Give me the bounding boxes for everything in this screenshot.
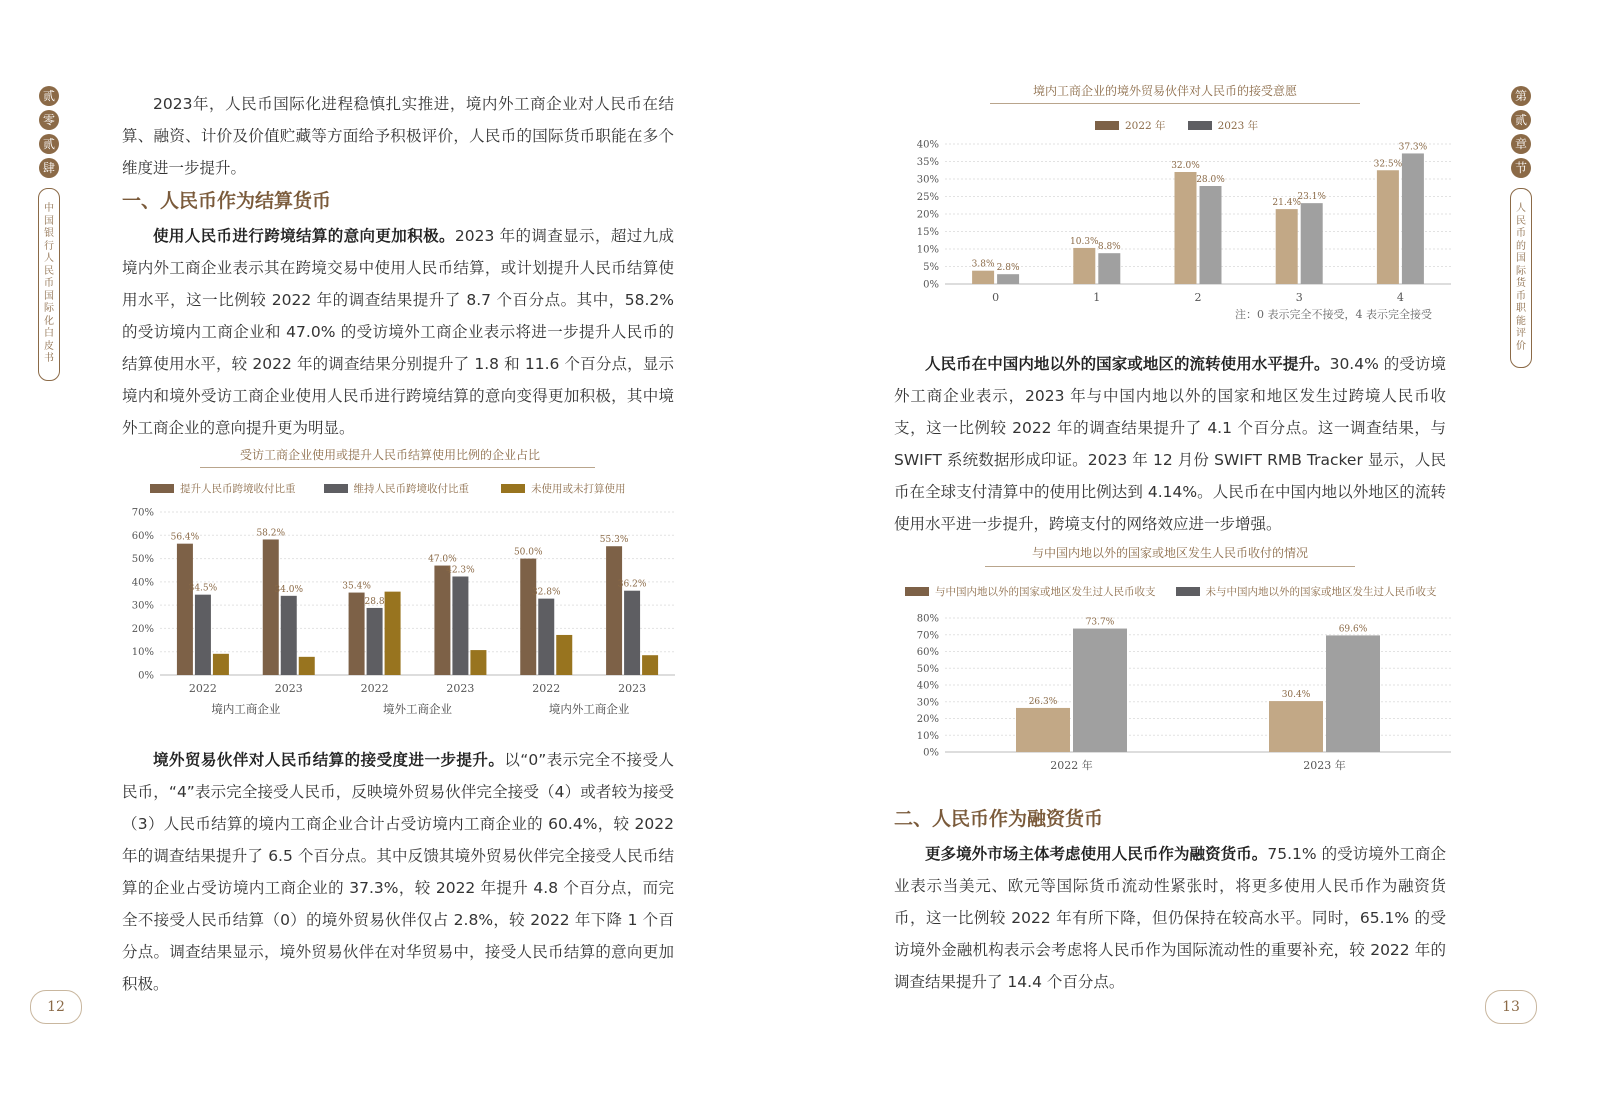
side-label-char: 能 [1516, 315, 1526, 327]
data-label: 73.7% [1085, 617, 1115, 628]
bar-chart1-s0-c5 [606, 546, 622, 675]
bar-chart1-s2-c4 [556, 635, 572, 675]
legend-item [1095, 118, 1166, 133]
left-side-tab [38, 86, 60, 381]
paragraph-body: 以“0”表示完全不接受人民币，“4”表示完全接受人民币，反映境外贸易伙伴完全接受（4）或者较为接受（3）人民币结算的境内工商企业合计占受访境内工商企业的 60.4%，较 2022 年的调查结果提升了 6.5 个百分点。其中反馈其境外贸易伙伴完全接受人民币结算的企业占受访境内工商企业的 37.3%，较 2022 年提升 4.8 个百分点，而完全不接受人民币结算（0）的境外贸易伙伴仅占 2.8%，较 2022 年下降 1 个百分点。调查结果显示，境外贸易伙伴在对华贸易中，接受人民币结算的意向更加积极。 [122, 751, 674, 993]
side-seal: 第 [1511, 86, 1531, 106]
paragraph-circulation [894, 348, 1446, 540]
data-label: 32.5% [1373, 159, 1403, 170]
bar-chart3-s0-c1 [1269, 701, 1323, 752]
side-label-char: 银 [44, 228, 54, 239]
legend-item [501, 481, 626, 496]
side-label-char: 人 [44, 253, 54, 264]
chart2-title-rule [990, 103, 1360, 104]
legend-swatch-maintain [324, 484, 348, 493]
side-scroll-label [38, 188, 60, 381]
y-tick-label: 10% [916, 244, 939, 256]
legend-swatch-had [905, 587, 929, 596]
bar-chart1-s1-c5 [624, 591, 640, 675]
side-label-char: 中 [44, 203, 54, 214]
side-label-char: 际 [44, 303, 54, 314]
legend-swatch-2023 [1188, 121, 1212, 130]
y-tick-label: 70% [916, 630, 939, 642]
y-tick-label: 20% [916, 714, 939, 725]
paragraph-lead: 使用人民币进行跨境结算的意向更加积极。 [153, 227, 455, 245]
data-label: 35.4% [342, 581, 371, 592]
x-tick-label: 2 [1194, 291, 1202, 304]
side-label-char: 币 [44, 278, 54, 289]
y-tick-label: 70% [131, 507, 154, 519]
side-label-char: 货 [1516, 278, 1526, 289]
section-title-settlement: 一、人民币作为结算货币 [122, 190, 332, 212]
legend-item [905, 584, 1156, 599]
side-seal: 零 [39, 110, 59, 130]
data-label: 23.1% [1297, 192, 1326, 203]
data-label: 47.0% [428, 554, 457, 565]
side-label-char: 国 [44, 215, 54, 227]
legend-label: 提升人民币跨境收付比重 [180, 483, 296, 495]
paragraph-body: 75.1% 的受访境外工商企业表示当美元、欧元等国际货币流动性紧张时，将更多使用人民币作为融资货币，这一比例较 2022 年有所下降，但仍保持在较高水平。同时，65.1% 的受访境外金融机构表示会考虑将人民币作为国际流动性的重要补充，较 2022 年的调查结果提升了 14.4 个百分点。 [894, 845, 1446, 991]
y-tick-label: 30% [131, 600, 154, 612]
right-page [805, 0, 1610, 1100]
chart1-xaxis [189, 682, 646, 716]
chart3-plot [895, 608, 1455, 776]
y-tick-label: 50% [131, 554, 154, 566]
bar-chart1-s0-c4 [520, 559, 536, 675]
data-label: 32.0% [1171, 161, 1200, 171]
right-side-tab [1510, 86, 1532, 368]
side-label-char: 币 [1516, 290, 1526, 302]
bar-chart2-s1-c1 [1098, 253, 1120, 284]
data-label: 37.3% [1398, 142, 1428, 153]
chart2-note: 注：0 表示完全不接受，4 表示完全接受 [1235, 308, 1432, 321]
y-tick-label: 0% [138, 670, 154, 682]
y-tick-label: 50% [916, 663, 939, 675]
side-label-char: 皮 [44, 340, 54, 352]
y-tick-label: 0% [923, 279, 939, 291]
y-tick-label: 10% [916, 730, 939, 742]
legend-label: 2022 年 [1125, 120, 1166, 132]
data-label: 10.3% [1070, 236, 1099, 247]
y-tick-label: 25% [916, 192, 939, 203]
chart2-bars [972, 153, 1424, 284]
chart1-bars [177, 539, 658, 675]
paragraph-body: 2023 年的调查显示，超过九成境内外工商企业表示其在跨境交易中使用人民币结算，或计划提升人民币结算使用水平，这一比例较 2022 年的调查结果提升了 8.7 个百分点。其中，58.2% 的受访境内工商企业和 47.0% 的受访境外工商企业表示将进一步提升人民币的结算使用水平，较 2022 年的调查结果分别提升了 1.8 和 11.6 个百分点，显示境内和境外受访工商企业使用人民币进行跨境结算的意向变得更加积极，其中境外工商企业的意向提升更为明显。 [122, 227, 674, 437]
y-tick-label: 40% [131, 577, 154, 589]
chart3-title-rule [985, 566, 1355, 567]
data-label: 58.2% [256, 528, 286, 539]
data-label: 34.5% [188, 583, 218, 594]
side-label-char: 民 [1516, 215, 1526, 227]
chart1-grid [160, 512, 675, 675]
chart3-legend [905, 584, 1437, 599]
data-label: 28.0% [1196, 175, 1225, 185]
data-label: 21.4% [1272, 198, 1301, 209]
side-label-char: 民 [44, 265, 54, 277]
bar-chart1-s1-c1 [281, 596, 297, 675]
data-label: 8.8% [1097, 242, 1121, 253]
side-seal: 贰 [1511, 110, 1531, 130]
legend-item [150, 481, 296, 496]
data-label: 32.8% [531, 587, 561, 598]
side-label-char: 白 [44, 328, 54, 339]
x-tick-label: 2022 年 [1050, 759, 1093, 772]
y-tick-label: 80% [916, 613, 939, 625]
x-tick-label: 2023 [618, 682, 647, 695]
side-seal: 贰 [39, 86, 59, 106]
y-tick-label: 0% [923, 747, 939, 759]
data-label: 3.8% [971, 259, 995, 270]
legend-label: 维持人民币跨境收付比重 [353, 483, 469, 495]
paragraph-body: 30.4% 的受访境外工商企业表示，2023 年与中国内地以外的国家和地区发生过跨境人民币收支，这一比例较 2022 年的调查结果提升了 4.1 个百分点。这一调查结果，与 SWIFT 系统数据形成印证。2023 年 12 月份 SWIFT RMB Tracker 显示，人民币在全球支付清算中的使用比例达到 4.14%。人民币在中国内地以外地区的流转使用水平进一步提升，跨境支付的网络效应进一步增强。 [894, 355, 1446, 533]
x-tick-label: 2023 年 [1303, 759, 1346, 772]
bar-chart2-s1-c2 [1200, 186, 1222, 284]
paragraph-financing [894, 838, 1446, 998]
legend-item [324, 481, 470, 496]
paragraph-settlement-intent [122, 220, 674, 444]
chart1-title: 受访工商企业使用或提升人民币结算使用比例的企业占比 [239, 448, 540, 462]
x-tick-label: 4 [1396, 291, 1404, 304]
data-label: 42.3% [446, 565, 475, 576]
intro-text: 2023年，人民币国际化进程稳慎扎实推进，境内外工商企业对人民币在结算、融资、计价及价值贮藏等方面给予积极评价，人民币的国际货币职能在多个维度进一步提升。 [122, 95, 674, 177]
data-label: 56.4% [170, 532, 200, 543]
chart2-title: 境内工商企业的境外贸易伙伴对人民币的接受意愿 [1032, 84, 1297, 98]
legend-swatch-increase [150, 484, 174, 493]
legend-label: 未使用或未打算使用 [531, 483, 626, 495]
page-number-right: 13 [1485, 990, 1537, 1024]
bar-chart2-s1-c3 [1301, 203, 1323, 284]
side-seal: 章 [1511, 134, 1531, 154]
chart3-xaxis [1050, 758, 1346, 772]
legend-swatch-2022 [1095, 121, 1119, 130]
x-tick-label: 2022 [360, 682, 389, 695]
legend-label: 未与中国内地以外的国家或地区发生过人民币收支 [1205, 586, 1437, 598]
page-number-left: 12 [30, 990, 82, 1024]
section-title-financing: 二、人民币作为融资货币 [894, 808, 1104, 830]
x-group-label: 境内工商企业 [211, 702, 281, 716]
x-tick-label: 2022 [532, 682, 561, 695]
y-tick-label: 15% [916, 227, 939, 238]
paragraph-partner-acceptance [122, 744, 674, 1000]
bar-chart1-s0-c1 [263, 539, 279, 675]
bar-chart1-s1-c0 [195, 595, 211, 675]
x-tick-label: 2023 [274, 682, 303, 695]
paragraph-lead: 人民币在中国内地以外的国家或地区的流转使用水平提升。 [925, 355, 1330, 373]
chart2-plot [895, 134, 1455, 306]
bar-chart1-s2-c2 [385, 592, 401, 675]
side-label-char: 的 [1516, 240, 1526, 252]
bar-chart2-s0-c4 [1377, 170, 1399, 284]
intro-paragraph [122, 88, 674, 184]
data-label: 26.3% [1028, 696, 1058, 707]
y-tick-label: 40% [916, 680, 939, 692]
y-tick-label: 30% [916, 174, 939, 186]
side-seal: 节 [1511, 158, 1531, 178]
bar-chart1-s0-c0 [177, 544, 193, 675]
side-label-char: 化 [44, 315, 54, 327]
legend-label: 2023 年 [1217, 120, 1259, 132]
chart1-plot [110, 500, 680, 720]
data-label: 69.6% [1338, 624, 1368, 635]
paragraph-lead: 境外贸易伙伴对人民币结算的接受度进一步提升。 [153, 751, 505, 769]
side-label-char: 币 [1516, 228, 1526, 239]
side-label-char: 职 [1516, 303, 1526, 314]
y-tick-label: 40% [916, 139, 939, 151]
x-group-label: 境外工商企业 [383, 702, 452, 716]
bar-chart1-s2-c0 [213, 654, 229, 675]
side-seal: 肆 [39, 158, 59, 178]
bar-chart2-s0-c0 [972, 271, 994, 284]
data-label: 2.8% [996, 263, 1020, 274]
chart3-title: 与中国内地以外的国家或地区发生人民币收付的情况 [1031, 546, 1308, 560]
bar-chart3-s0-c0 [1016, 708, 1070, 752]
legend-item [1188, 118, 1259, 133]
legend-item [1176, 584, 1437, 599]
bar-chart2-s0-c1 [1073, 248, 1095, 284]
y-tick-label: 35% [916, 157, 939, 168]
side-label-char: 国 [1516, 253, 1526, 264]
y-tick-label: 60% [131, 530, 154, 542]
bar-chart2-s1-c4 [1402, 153, 1424, 284]
bar-chart2-s0-c3 [1276, 209, 1298, 284]
side-label-char: 价 [1516, 340, 1526, 352]
chart2-legend [1095, 118, 1258, 133]
side-label-char: 际 [1516, 265, 1526, 277]
bar-chart1-s1-c2 [367, 608, 383, 675]
y-tick-label: 20% [131, 623, 154, 635]
side-label-char: 评 [1516, 328, 1526, 339]
data-label: 30.4% [1281, 690, 1311, 701]
y-tick-label: 10% [131, 647, 154, 659]
bar-chart1-s1-c4 [538, 599, 554, 675]
chart1-legend [150, 481, 626, 496]
side-seal: 贰 [39, 134, 59, 154]
bar-chart1-s2-c1 [299, 657, 315, 675]
legend-swatch-unused [501, 484, 525, 493]
side-scroll-label [1510, 188, 1532, 368]
side-label-char: 书 [44, 353, 54, 364]
y-tick-label: 5% [923, 262, 939, 273]
chart1-labels [171, 528, 647, 606]
chart2-yaxis [917, 140, 939, 291]
chart1-title-rule [200, 467, 595, 468]
data-label: 28.8 [364, 596, 385, 607]
bar-chart2-s0-c2 [1175, 172, 1197, 284]
bar-chart2-s1-c0 [997, 274, 1019, 284]
side-label-char: 行 [44, 240, 54, 252]
chart2-xaxis [992, 291, 1404, 304]
paragraph-lead: 更多境外市场主体考虑使用人民币作为融资货币。 [925, 845, 1268, 863]
bar-chart1-s2-c5 [642, 655, 658, 675]
x-tick-label: 2023 [446, 682, 475, 695]
side-label-char: 人 [1516, 203, 1526, 214]
chart3-bars [1016, 629, 1380, 752]
x-tick-label: 2022 [188, 682, 217, 695]
data-label: 50.0% [513, 547, 543, 558]
bar-chart1-s1-c3 [452, 577, 468, 675]
side-label-char: 国 [44, 290, 54, 302]
y-tick-label: 30% [916, 697, 939, 709]
bar-chart1-s0-c3 [434, 566, 450, 675]
y-tick-label: 60% [916, 647, 939, 658]
x-group-label: 境内外工商企业 [548, 702, 630, 716]
x-tick-label: 0 [992, 291, 1000, 304]
bar-chart1-s2-c3 [470, 650, 486, 675]
x-tick-label: 1 [1093, 291, 1101, 304]
chart3-yaxis [917, 614, 939, 759]
data-label: 36.2% [617, 579, 647, 590]
legend-swatch-not [1176, 587, 1200, 596]
legend-label: 与中国内地以外的国家或地区发生过人民币收支 [935, 586, 1156, 598]
data-label: 34.0% [274, 584, 304, 595]
data-label: 55.3% [599, 535, 629, 546]
y-tick-label: 20% [916, 209, 939, 221]
x-tick-label: 3 [1295, 291, 1303, 304]
bar-chart3-s1-c0 [1073, 629, 1127, 752]
bar-chart1-s0-c2 [349, 593, 365, 675]
bar-chart3-s1-c1 [1326, 635, 1380, 752]
chart1-yaxis [132, 508, 154, 682]
